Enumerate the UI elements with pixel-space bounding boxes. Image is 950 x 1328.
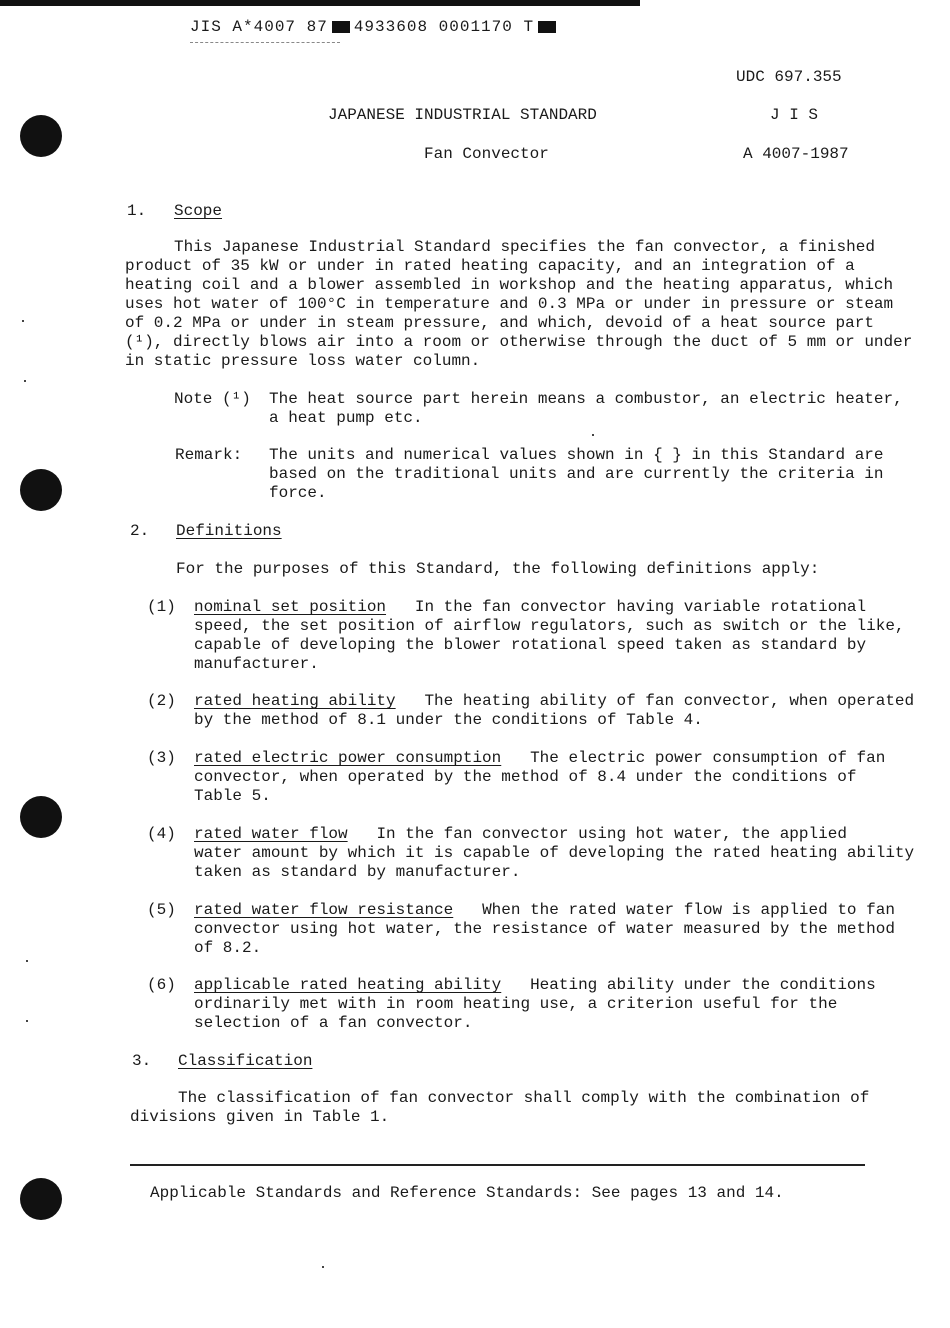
header-dashed-line [190,42,340,43]
definition-item: rated electric power consumption The electric power consumption of fan convector, when operated by the method of 8.4 under the conditions of Table 5. [194,749,886,805]
remark-text: The units and numerical values shown in { } in this Standard are based on the traditional units and are currently the criteria in force. [269,446,884,502]
scan-speck [22,320,24,322]
doc-code-left: JIS A*4007 87 [190,18,328,36]
definition-item: nominal set position In the fan convector having variable rotational speed, the set position of airflow regulators, such as switch or the like, capable of developing the blower rotational speed taken as standard by manufacturer. [194,598,905,673]
note-label: Note (¹) [174,390,251,408]
top-scan-rule [0,0,640,6]
barcode-block-icon [538,21,556,33]
definition-number: (3) [147,749,176,767]
definitions-intro: For the purposes of this Standard, the following definitions apply: [176,560,820,578]
jis-label: J I S [770,106,819,124]
note-text: The heat source part herein means a combustor, an electric heater, a heat pump etc. [269,390,903,427]
punch-hole-icon [20,1178,62,1220]
scan-speck [26,960,28,962]
scope-paragraph: This Japanese Industrial Standard specifies the fan convector, a finished product of 35 kW or under in rated heating capacity, and an integration of a heating coil and a blower assembled in workshop and the heating apparatus, which uses hot water of 100°C in temperature and 0.3 MPa or under in pressure or steam of 0.2 MPa or under in steam pressure, and which, devoid of a heat source part (¹), directly blows air into a room or otherwise through the duct of 5 mm or under in static pressure loss water column. [125,238,913,370]
definition-item: rated water flow resistance When the rated water flow is applied to fan convector using hot water, the resistance of water measured by the method of 8.2. [194,901,895,957]
definition-number: (4) [147,825,176,843]
section-heading-scope: Scope [174,202,223,220]
section-heading-classification: Classification [178,1052,313,1070]
punch-hole-icon [20,115,62,157]
scan-speck [24,380,26,382]
scan-speck [322,1266,324,1268]
barcode-block-icon [332,21,350,33]
section-number: 3. [132,1052,152,1070]
definition-number: (5) [147,901,176,919]
section-heading-definitions: Definitions [176,522,282,540]
section-number: 2. [130,522,150,540]
header-code-line [190,18,560,36]
doc-code-right: 4933608 0001170 T [353,18,535,36]
definition-term: rated water flow [194,825,348,843]
standard-number: A 4007-1987 [743,145,849,163]
definition-number: (6) [147,976,176,994]
definition-item: rated heating ability The heating ability of fan convector, when operated by the method of 8.1 under the conditions of Table 4. [194,692,915,729]
definition-term: nominal set position [194,598,387,616]
section-number: 1. [127,202,147,220]
udc-number: UDC 697.355 [736,68,842,86]
standard-name: JAPANESE INDUSTRIAL STANDARD [328,106,597,124]
definition-item: rated water flow In the fan convector using hot water, the applied water amount by which it is capable of developing the rated heating ability taken as standard by manufacturer. [194,825,915,881]
definition-term: rated water flow resistance [194,901,454,919]
page-title: Fan Convector [424,145,549,163]
definition-term: rated electric power consumption [194,749,502,767]
classification-paragraph: The classification of fan convector shall comply with the combination of divisions given in Table 1. [130,1089,870,1126]
definition-number: (2) [147,692,176,710]
definition-term: applicable rated heating ability [194,976,502,994]
footnote-rule [130,1164,865,1166]
footnote-text: Applicable Standards and Reference Standards: See pages 13 and 14. [150,1184,784,1202]
definition-term: rated heating ability [194,692,396,710]
definition-number: (1) [147,598,176,616]
definition-item: applicable rated heating ability Heating ability under the conditions ordinarily met with in room heating use, a criterion useful for the selection of a fan convector. [194,976,876,1032]
scan-speck [592,434,594,436]
punch-hole-icon [20,796,62,838]
scan-speck [26,1020,28,1022]
remark-label: Remark: [175,446,243,464]
punch-hole-icon [20,469,62,511]
